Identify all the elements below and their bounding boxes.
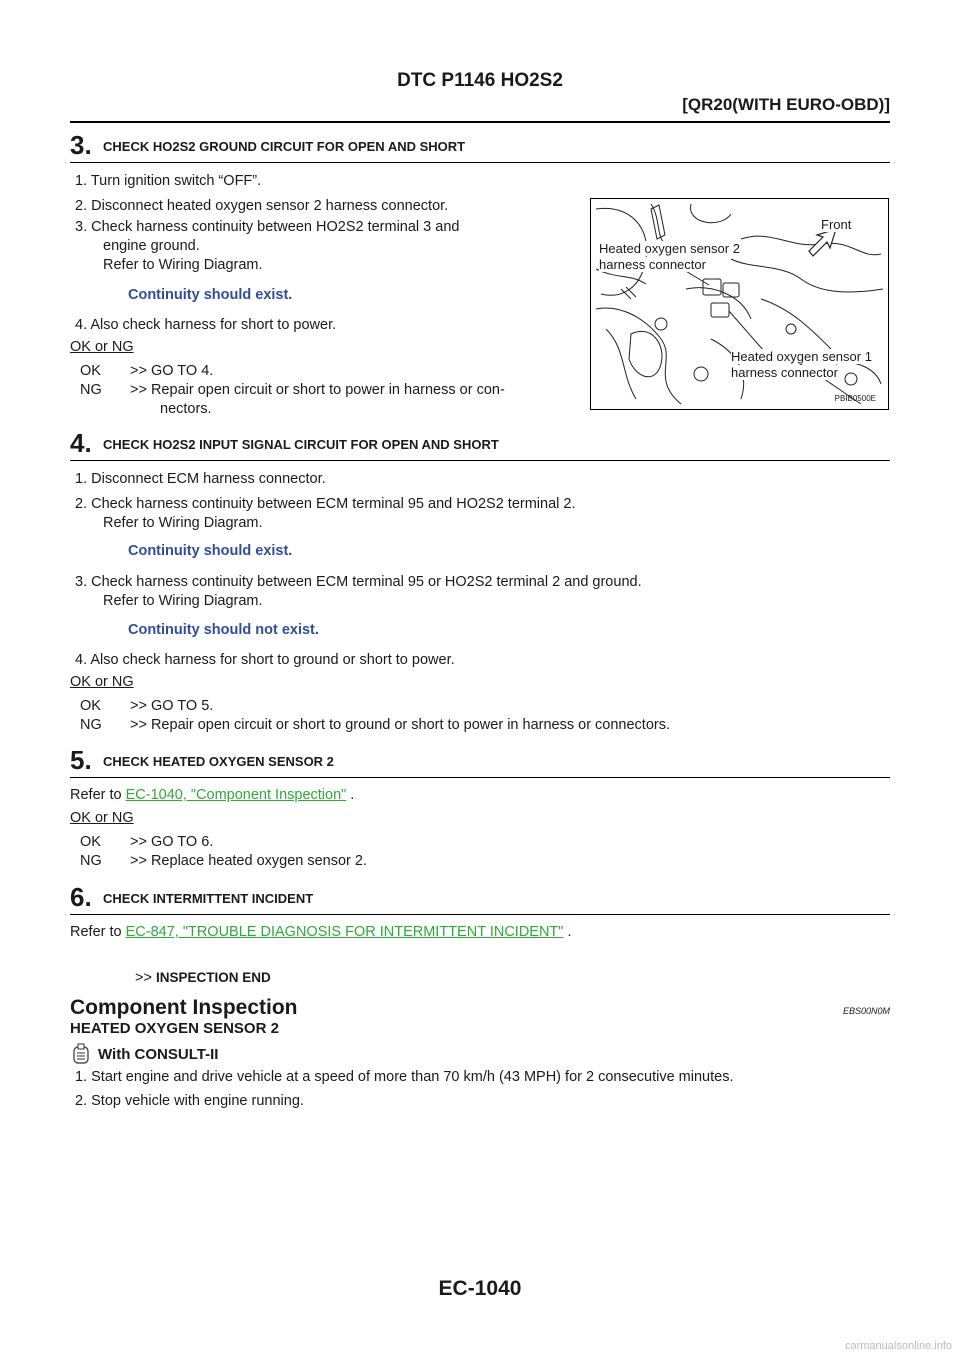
label-sensor-1: Heated oxygen sensor 1 <box>731 349 872 364</box>
connector-location-figure <box>590 198 889 410</box>
label-sensor-1-connector: harness connector <box>731 365 838 380</box>
step-6-end <box>135 968 271 988</box>
result-value: >> Repair open circuit or short to power in harness or con- <box>130 382 505 398</box>
step-number: 6 . <box>70 884 92 910</box>
step-5-ok-ng: OK or NG <box>70 810 134 826</box>
result-key: OK <box>80 834 101 850</box>
step-4-item-2: 2. Check harness continuity between ECM terminal 95 and HO2S2 terminal 2. <box>75 496 576 512</box>
step-4-item-2-refer: Refer to Wiring Diagram. <box>103 515 263 531</box>
step-3-item-3-cont: engine ground. <box>103 238 200 254</box>
result-value: >> GO TO 4. <box>130 363 214 379</box>
step-3-result-ng-cont: nectors. <box>160 401 212 417</box>
step-4-spec-1: Continuity should exist. <box>128 543 293 559</box>
page-number: EC-1040 <box>438 1277 522 1300</box>
step-number: 5 . <box>70 747 92 773</box>
step-title: CHECK HO2S2 GROUND CIRCUIT FOR OPEN AND SHORT <box>103 139 466 154</box>
component-item-2: 2. Stop vehicle with engine running. <box>75 1093 304 1109</box>
step-3-heading <box>70 130 890 163</box>
result-value: >> GO TO 5. <box>130 698 214 714</box>
step-title: CHECK HO2S2 INPUT SIGNAL CIRCUIT FOR OPEN AND SHORT <box>103 437 499 452</box>
intermittent-incident-link[interactable]: EC-847, "TROUBLE DIAGNOSIS FOR INTERMITTENT INCIDENT" <box>125 924 564 940</box>
step-number: 4 . <box>70 430 92 456</box>
step-4-heading <box>70 428 890 461</box>
step-3-item-1: 1. Turn ignition switch “OFF”. <box>75 173 262 189</box>
component-subtitle: HEATED OXYGEN SENSOR 2 <box>70 1020 279 1037</box>
step-4-item-4: 4. Also check harness for short to ground or short to power. <box>75 652 455 668</box>
result-key: NG <box>80 717 102 733</box>
step-5-heading <box>70 745 890 778</box>
step-title: CHECK HEATED OXYGEN SENSOR 2 <box>103 754 334 769</box>
result-key: OK <box>80 698 101 714</box>
result-value: >> Replace heated oxygen sensor 2. <box>130 853 367 869</box>
refer-prefix: Refer to <box>70 787 126 803</box>
step-6-heading <box>70 882 890 915</box>
component-item-1: 1. Start engine and drive vehicle at a speed of more than 70 km/h (43 MPH) for 2 consecutive minutes. <box>75 1069 734 1085</box>
result-key: NG <box>80 382 102 398</box>
step-3-result-ng <box>80 381 505 400</box>
step-4-result-ng <box>80 716 670 735</box>
consult-mode <box>72 1043 218 1065</box>
step-5-refer <box>70 786 354 805</box>
watermark: carmanualsonline.info <box>844 1340 952 1352</box>
step-5-result-ng <box>80 852 367 871</box>
figure-code: PBIB0500E <box>834 394 876 403</box>
inspection-end-label: INSPECTION END <box>155 970 271 985</box>
component-inspection-link[interactable]: EC-1040, "Component Inspection" <box>125 787 347 803</box>
step-3-item-4: 4. Also check harness for short to power. <box>75 317 337 333</box>
step-number: 3 . <box>70 132 92 158</box>
refer-suffix: . <box>346 787 355 803</box>
step-4-item-3-refer: Refer to Wiring Diagram. <box>103 593 263 609</box>
step-4-spec-2: Continuity should not exist. <box>128 622 319 638</box>
refer-suffix: . <box>563 924 572 940</box>
result-value: >> Repair open circuit or short to ground or short to power in harness or connectors. <box>130 717 671 733</box>
label-sensor-2-connector: harness connector <box>599 257 706 272</box>
step-title: CHECK INTERMITTENT INCIDENT <box>103 891 314 906</box>
consult-mode-label: With CONSULT-II <box>98 1045 219 1063</box>
step-3-spec: Continuity should exist. <box>128 287 293 303</box>
step-6-refer <box>70 923 572 942</box>
step-3-result-ok <box>80 362 213 381</box>
step-4-ok-ng: OK or NG <box>70 674 134 690</box>
header-divider <box>70 121 890 123</box>
component-inspection-code: EBS00N0M <box>842 1006 890 1016</box>
consult-tester-icon <box>72 1043 92 1065</box>
engine-variant-label: [QR20(WITH EURO-OBD)] <box>682 95 890 114</box>
label-sensor-2: Heated oxygen sensor 2 <box>599 241 740 256</box>
step-3-item-3-refer: Refer to Wiring Diagram. <box>103 257 263 273</box>
front-arrow-icon <box>809 229 836 256</box>
step-3-ok-ng: OK or NG <box>70 339 134 355</box>
step-3-item-3: 3. Check harness continuity between HO2S2 terminal 3 and <box>75 219 460 235</box>
page-title: DTC P1146 HO2S2 <box>397 70 563 91</box>
label-front: Front <box>821 217 852 232</box>
component-inspection-title: Component Inspection <box>70 996 298 1019</box>
end-prefix: >> <box>135 970 156 986</box>
step-4-item-1: 1. Disconnect ECM harness connector. <box>75 471 326 487</box>
step-5-result-ok <box>80 833 213 852</box>
step-3-item-2: 2. Disconnect heated oxygen sensor 2 harness connector. <box>75 198 449 214</box>
refer-prefix: Refer to <box>70 924 126 940</box>
step-4-item-3: 3. Check harness continuity between ECM terminal 95 or HO2S2 terminal 2 and ground. <box>75 574 642 590</box>
result-key: NG <box>80 853 102 869</box>
step-4-result-ok <box>80 697 213 716</box>
result-key: OK <box>80 363 101 379</box>
result-value: >> GO TO 6. <box>130 834 214 850</box>
